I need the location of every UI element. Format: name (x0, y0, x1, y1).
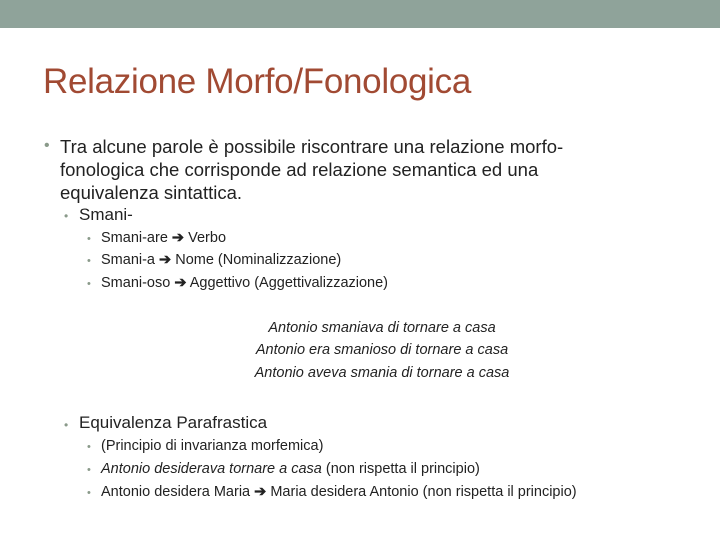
equivalenza-item-3-right: Maria desidera Antonio (non rispetta il principio) (270, 484, 577, 500)
example-sentence-1: Antonio smaniava di tornare a casa (268, 320, 496, 336)
smani-item-3 (101, 275, 388, 291)
smani-item-2-left: Smani-a (101, 252, 155, 268)
bullet-glyph: • (87, 255, 91, 267)
equivalenza-label: Equivalenza Parafrastica (79, 413, 268, 432)
main-bullet-line-3: equivalenza sintattica. (60, 182, 243, 203)
smani-item-3-right: Aggettivo (Aggettivalizzazione) (189, 275, 389, 291)
bullet-glyph: • (87, 441, 91, 453)
equivalenza-item-2 (101, 461, 480, 477)
smani-item-2 (101, 252, 341, 268)
smani-item-1-right: Verbo (188, 230, 227, 246)
example-sentence-2: Antonio era smanioso di tornare a casa (255, 342, 509, 358)
bullet-glyph: • (87, 233, 91, 245)
main-bullet-line-2: fonologica che corrisponde ad relazione semantica ed una (60, 159, 539, 180)
arrow-icon: ➔ (171, 230, 185, 246)
bullet-glyph: • (64, 418, 69, 432)
main-bullet-line-1: Tra alcune parole è possibile riscontrare una relazione morfo- (60, 136, 564, 157)
arrow-icon: ➔ (254, 484, 267, 500)
bullet-glyph: • (87, 487, 91, 499)
smani-item-2-right: Nome (Nominalizzazione) (175, 252, 342, 268)
equivalenza-item-3-left: Antonio desidera Maria (101, 484, 251, 500)
arrow-icon: ➔ (159, 252, 172, 268)
top-bar (0, 0, 720, 28)
main-bullet-text (60, 135, 680, 204)
bullet-glyph: • (44, 137, 50, 154)
example-sentence-3: Antonio aveva smania di tornare a casa (254, 365, 510, 381)
equivalenza-item-2-italic: Antonio desiderava tornare a casa (101, 461, 322, 477)
slide-title: Relazione Morfo/Fonologica (43, 62, 471, 101)
equivalenza-item-1: (Principio di invarianza morfemica) (101, 438, 324, 454)
bullet-glyph: • (87, 278, 91, 290)
equivalenza-item-2-rest: (non rispetta il principio) (321, 461, 480, 477)
smani-item-1 (101, 230, 226, 246)
smani-label: Smani- (79, 205, 133, 224)
smani-item-1-left: Smani-are (101, 230, 168, 246)
bullet-glyph: • (87, 464, 91, 476)
bullet-glyph: • (64, 209, 69, 223)
arrow-icon: ➔ (174, 275, 187, 291)
smani-item-3-left: Smani-oso (101, 275, 171, 291)
equivalenza-item-3 (101, 484, 577, 500)
